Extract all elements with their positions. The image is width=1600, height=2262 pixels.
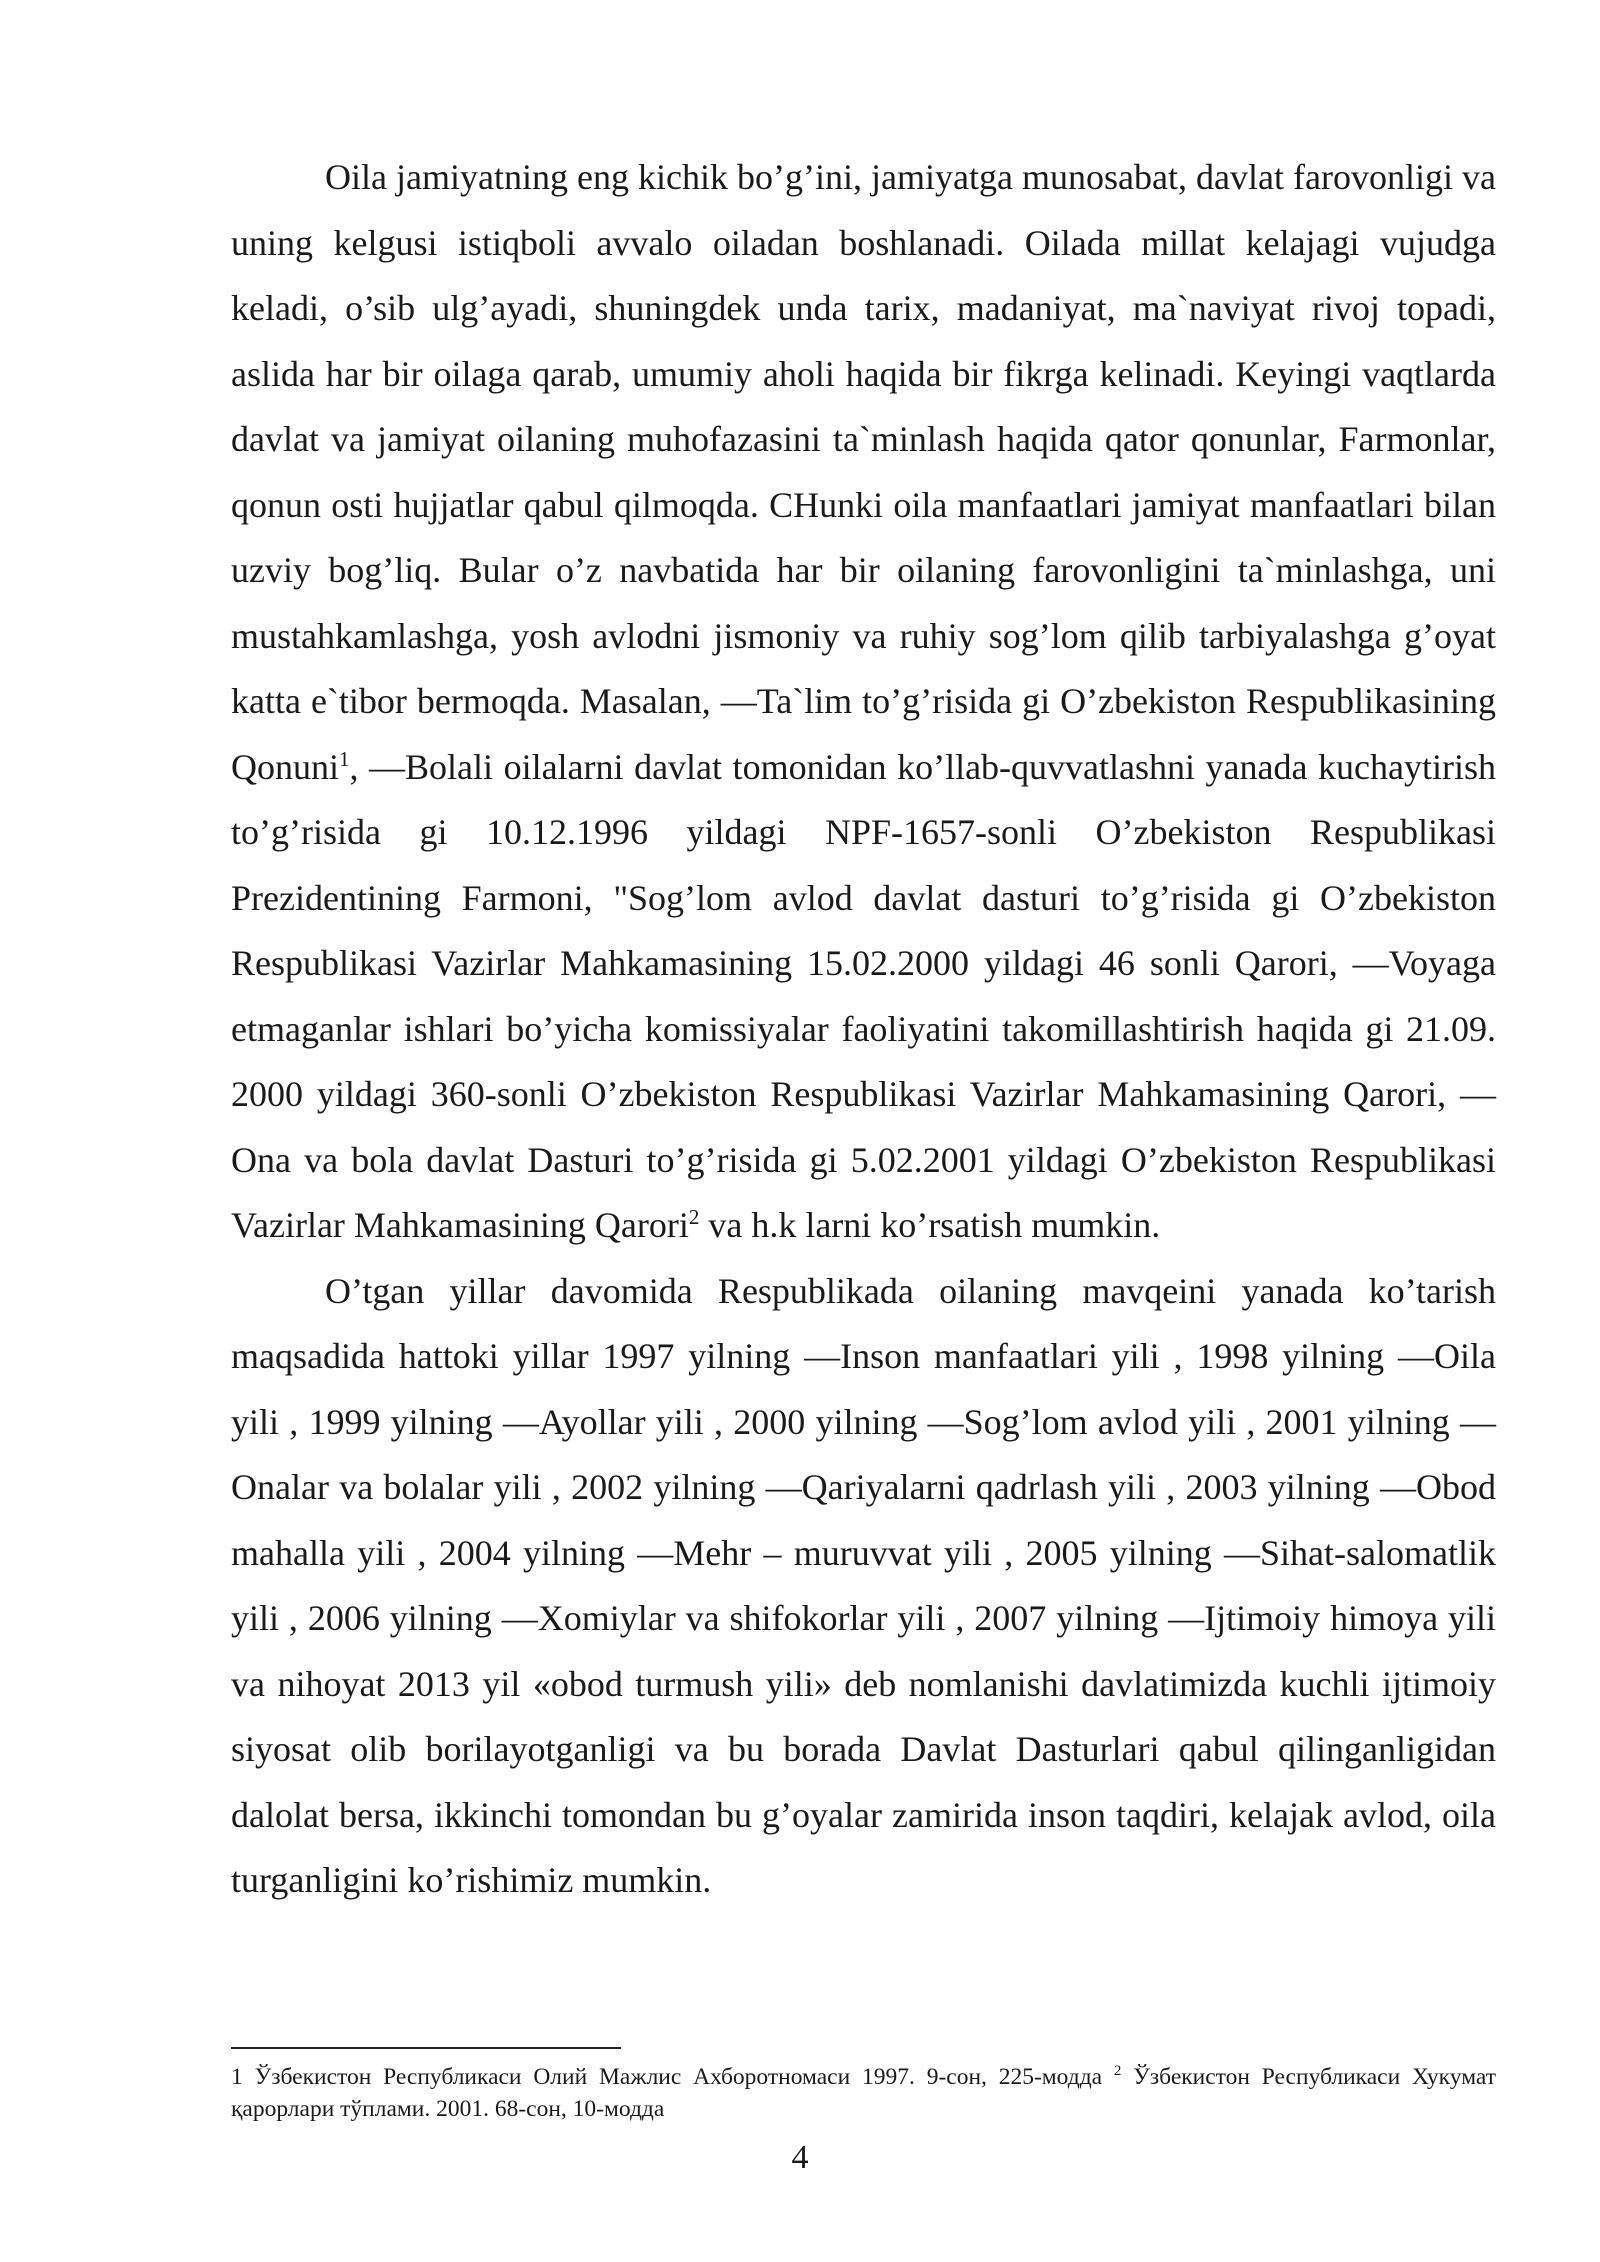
paragraph-1-text-c: va h.k larni ko’rsatish mumkin. bbox=[699, 1205, 1161, 1245]
paragraph-2-text: O’tgan yillar davomida Respublikada oilaning mavqeini yanada ko’tarish maqsadida hattoki yillar 1997 yilning —Inson manfaatlari yili , 1998 yilning —Oila yili , 1999 yilning —Ayollar yili , 2000 yilning —Sog’lom avlod yili , 2001 yilning —Onalar va bolalar yili , 2002 yilning —Qariyalarni qadrlash yili , 2003 yilning —Obod mahalla yili , 2004 yilning —Mehr – muruvvat yili , 2005 yilning —Sihat-salomatlik yili , 2006 yilning —Xomiylar va shifokorlar yili , 2007 yilning —Ijtimoiy himoya yili va nihoyat 2013 yil «obod turmush yili» deb nomlanishi davlatimizda kuchli ijtimoiy siyosat olib borilayotganligi va bu borada Davlat Dasturlari qabul qilinganligidan dalolat bersa, ikkinchi tomondan bu g’oyalar zamirida inson taqdiri, kelajak avlod, oila turganligini ko’rishimiz mumkin. bbox=[231, 1270, 1496, 1900]
paragraph-2 bbox=[231, 1259, 1496, 1914]
footnote-separator bbox=[231, 2047, 621, 2049]
footnote-ref-1: 1 bbox=[339, 746, 350, 771]
body-text bbox=[231, 145, 1496, 1914]
footnote-ref-2: 2 bbox=[688, 1205, 700, 1229]
paragraph-1-text-b: , —Bolali oilalarni davlat tomonidan ko’llab-quvvatlashni yanada kuchaytirish to’g’risida gi 10.12.1996 yildagi NPF-1657-sonli O’zbekiston Respublikasi Prezidentining Farmoni, "Sog’lom avlod davlat dasturi to’g’risida gi O’zbekiston Respublikasi Vazirlar Mahkamasining 15.02.2000 yildagi 46 sonli Qarori, —Voyaga etmaganlar ishlari bo’yicha komissiyalar faoliyatini takomillashtirish haqida gi 21.09. 2000 yildagi 360-sonli O’zbekiston Respublikasi Vazirlar Mahkamasining Qarori, —Ona va bola davlat Dasturi to’g’risida gi 5.02.2001 yildagi O’zbekiston Respublikasi Vazirlar Mahkamasining Qarori bbox=[231, 746, 1496, 1245]
footnote-2-mark: 2 bbox=[1113, 2063, 1122, 2080]
footnote-1: 1 Ўзбекистон Республикаси Олий Мажлис Ахборотномаси 1997. 9-сон, 225-модда bbox=[231, 2064, 1114, 2090]
paragraph-1-text-a: Oila jamiyatning eng kichik bo’g’ini, jamiyatga munosabat, davlat farovonligi va uning kelgusi istiqboli avvalo oiladan boshlanadi. Oilada millat kelajagi vujudga keladi, o’sib ulg’ayadi, shuningdek unda tarix, madaniyat, ma`naviyat rivoj topadi, aslida har bir oilaga qarab, umumiy aholi haqida bir fikrga kelinadi. Keyingi vaqtlarda davlat va jamiyat oilaning muhofazasini ta`minlash haqida qator qonunlar, Farmonlar, qonun osti hujjatlar qabul qilmoqda. CHunki oila manfaatlari jamiyat manfaatlari bilan uzviy bog’liq. Bular o’z navbatida har bir oilaning farovonligini ta`minlashga, uni mustahkamlashga, yosh avlodni jismoniy va ruhiy sog’lom qilib tarbiyalashga g’oyat katta e`tibor bermoqda. Masalan, —Ta`lim to’g’risida gi O’zbekiston Respublikasining Qonuni bbox=[231, 157, 1496, 787]
footnote-2: Ўзбекистон Республикаси Хукумат қарорлари тўплами. 2001. 68-сон, 10-модда bbox=[231, 2064, 1496, 2122]
paragraph-1 bbox=[231, 145, 1496, 1259]
page-number: 4 bbox=[791, 2139, 809, 2176]
footnotes bbox=[231, 2061, 1496, 2125]
